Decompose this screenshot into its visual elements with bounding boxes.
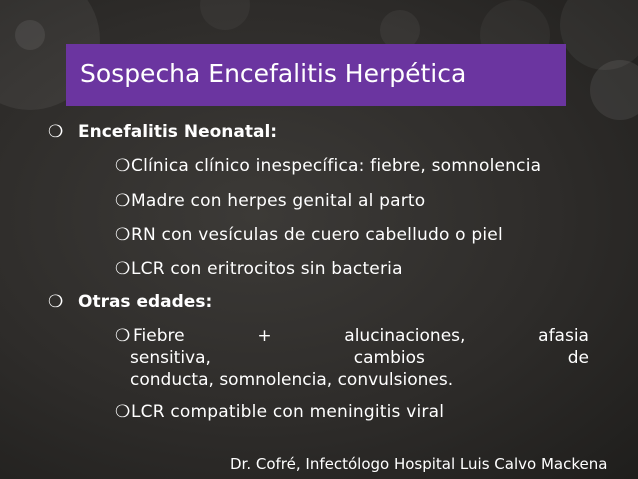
bokeh-circle xyxy=(200,0,250,30)
section-heading: Otras edades: xyxy=(78,292,213,312)
list-item xyxy=(115,402,444,422)
list-item-text: RN con vesículas de cuero cabelludo o piel xyxy=(131,225,503,245)
bullet-icon: ❍ xyxy=(115,259,131,279)
text-line xyxy=(130,370,590,390)
bullet-icon: ❍ xyxy=(115,225,131,245)
bullet-icon: ❍ xyxy=(115,402,131,422)
bullet-icon: ❍ xyxy=(115,191,131,211)
word: Fiebre xyxy=(133,326,185,346)
text-line xyxy=(130,348,589,368)
list-item-text: LCR compatible con meningitis viral xyxy=(131,402,445,422)
footer-credit: Dr. Cofré, Infectólogo Hospital Luis Calvo Mackena xyxy=(230,455,608,473)
text-line xyxy=(133,326,589,346)
word: alucinaciones, xyxy=(344,326,466,346)
bokeh-circle xyxy=(560,0,638,70)
list-item xyxy=(115,191,425,211)
bullet-icon: ❍ xyxy=(48,292,64,312)
bullet-icon: ❍ xyxy=(115,156,131,176)
list-item-text: Madre con herpes genital al parto xyxy=(131,191,426,211)
list-item-text: LCR con eritrocitos sin bacteria xyxy=(131,259,403,279)
list-item xyxy=(115,156,541,176)
bullet-icon: ❍ xyxy=(48,122,64,142)
section-heading: Encefalitis Neonatal: xyxy=(78,122,278,142)
bullet-icon: ❍ xyxy=(115,326,131,346)
word: conducta, somnolencia, convulsiones. xyxy=(130,370,454,390)
word: de xyxy=(567,348,589,368)
word: + xyxy=(257,326,272,346)
slide-title: Sospecha Encefalitis Herpética xyxy=(80,59,467,88)
word: afasia xyxy=(538,326,589,346)
word: cambios xyxy=(353,348,425,368)
bokeh-circle xyxy=(590,60,638,120)
list-item xyxy=(115,259,403,279)
list-item-text: Clínica clínico inespecífica: fiebre, somnolencia xyxy=(131,156,542,176)
word: sensitiva, xyxy=(130,348,211,368)
title-bar xyxy=(66,44,566,106)
list-item xyxy=(115,225,503,245)
bokeh-circle xyxy=(15,20,45,50)
